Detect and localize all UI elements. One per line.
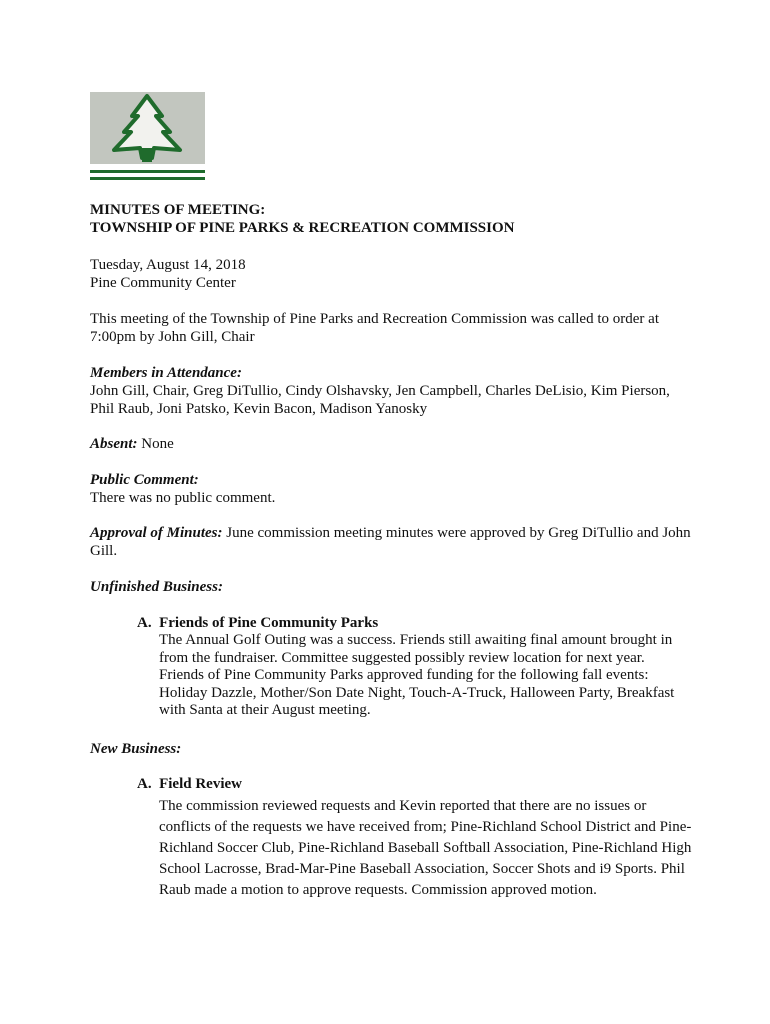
approval-label: Approval of Minutes: (90, 525, 223, 541)
meeting-location: Pine Community Center (90, 275, 236, 291)
unfinished-item-a-body (159, 632, 719, 720)
new-business-label: New Business: (90, 741, 182, 757)
public-comment-label: Public Comment: (90, 472, 199, 488)
unfinished-item-a-line: from the fundraiser. Committee suggested possibly review location for next year. (159, 649, 645, 666)
meeting-info (90, 256, 710, 292)
new-item-a-line: Raub made a motion to approve requests. Commission approved motion. (159, 882, 597, 898)
unfinished-item-a-title: A. Friends of Pine Community Parks (137, 615, 379, 631)
new-item-a-line: conflicts of the requests we have received from; Pine-Richland School District and Pine- (159, 819, 692, 835)
title-line-1: MINUTES OF MEETING: (90, 202, 266, 218)
new-item-a-body (159, 796, 719, 901)
intro-line-1: This meeting of the Township of Pine Parks and Recreation Commission was called to order at (90, 311, 659, 327)
attendance-line-1: John Gill, Chair, Greg DiTullio, Cindy Olshavsky, Jen Campbell, Charles DeLisio, Kim Pierson, (90, 383, 670, 399)
tree-logo-icon (90, 92, 205, 182)
new-item-a-line: Richland Soccer Club, Pine-Richland Baseball Softball Association, Pine-Richland High (159, 840, 692, 856)
document-title (90, 201, 710, 237)
unfinished-item-a-line: The Annual Golf Outing was a success. Friends still awaiting final amount brought in (159, 632, 673, 648)
public-comment-section (90, 471, 710, 507)
meeting-date: Tuesday, August 14, 2018 (90, 257, 246, 273)
attendance-line-2: Phil Raub, Joni Patsko, Kevin Bacon, Madison Yanosky (90, 401, 428, 417)
attendance-section (90, 364, 710, 418)
public-comment-text: There was no public comment. (90, 490, 276, 506)
unfinished-item-a-line: with Santa at their August meeting. (159, 702, 371, 718)
absent-label: Absent: (90, 436, 138, 452)
title-line-2: TOWNSHIP OF PINE PARKS & RECREATION COMMISSION (90, 220, 515, 236)
unfinished-business-heading (90, 578, 710, 596)
new-item-a-title: A. Field Review (137, 776, 242, 792)
unfinished-business-label: Unfinished Business: (90, 579, 223, 595)
new-business-heading (90, 740, 710, 758)
attendance-label: Members in Attendance: (90, 365, 242, 381)
intro-line-2: 7:00pm by John Gill, Chair (90, 329, 255, 345)
intro-paragraph (90, 310, 710, 346)
unfinished-item-a-line: Friends of Pine Community Parks approved funding for the following fall events: (159, 667, 649, 683)
absent-section (90, 435, 710, 453)
approval-section (90, 524, 710, 560)
approval-line-1: June commission meeting minutes were approved by Greg DiTullio and John (222, 525, 691, 541)
unfinished-item-a-line: Holiday Dazzle, Mother/Son Date Night, Touch-A-Truck, Halloween Party, Breakfast (159, 684, 675, 701)
approval-line-2: Gill. (90, 543, 118, 559)
new-item-a-line: School Lacrosse, Brad-Mar-Pine Baseball Association, Soccer Shots and i9 Sports. Phil (159, 861, 685, 877)
absent-value: None (137, 436, 174, 452)
new-item-a-line: The commission reviewed requests and Kevin reported that there are no issues or (159, 798, 647, 814)
